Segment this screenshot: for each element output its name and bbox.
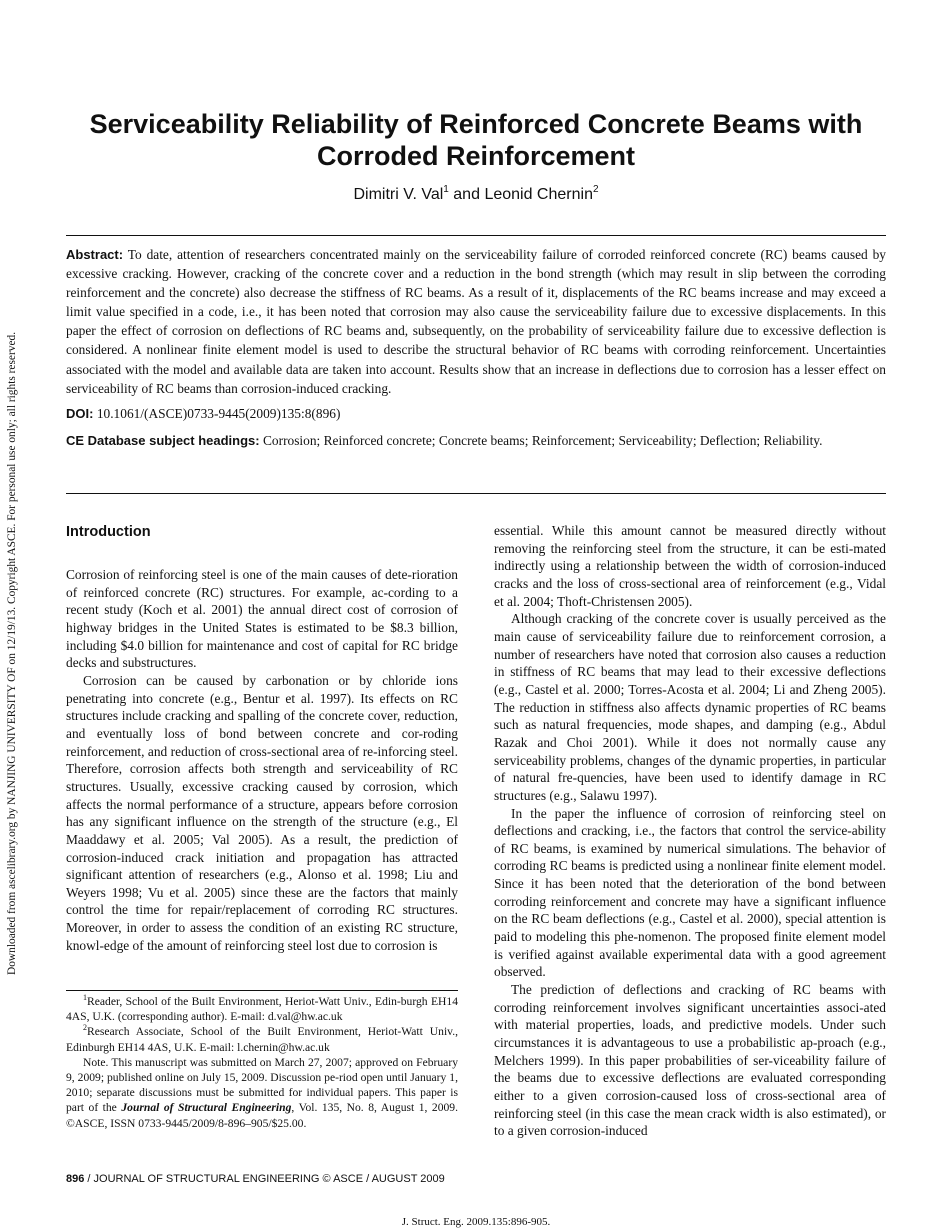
footnote-1-text: Reader, School of the Built Environment, Heriot-Watt Univ., Edin-burgh EH14 4AS, U.K. (corresponding author). E-mail: d.val@hw.ac.uk (66, 995, 458, 1024)
body-paragraph: Corrosion of reinforcing steel is one of the main causes of dete-rioration of reinforced concrete (RC) structures. For example, ac-cording to a recent study (Koch et al. 2001) the annual direct cost of corrosion of highway bridges in the United States is estimated to be $8.3 billion, including $4.0 billion for maintenance and cost of capital for RC bridge decks and substructures. (66, 567, 458, 671)
author-line (66, 184, 886, 206)
abstract-text: To date, attention of researchers concentrated mainly on the serviceability failure of corroded reinforced concrete (RC) beams caused by excessive cracking. However, cracking of the concrete cover and a reduction in the bond strength (which may result in slip between the corroding reinforcement and the concrete) also decrease the stiffness of RC beams. As a result of it, displacements of the RC beams increase and may exceed a limit value specified in a code, i.e., it has been noted that corrosion may also cause the serviceability failure due to excessive displacements. In this paper the effect of corrosion on deflections of RC beams and, subsequently, on the probability of serviceability failure due to excessive deflection is considered. A nonlinear finite element model is used to describe the structural behavior of RC beams with corroding reinforcement. Uncertainties associated with the model and available data are taken into account. Results show that an increase in deflections due to corrosion has a lesser effect on serviceability of RC beams than corrosion-induced cracking. (66, 247, 886, 396)
page-number: 896 (66, 1173, 85, 1185)
right-column (494, 522, 886, 1140)
note-pre: Note. This manuscript was submitted on March 27, 2007; approved on February 9, 2009; published online on July 15, 2009. Discussion pe-riod open until January 1, 2010; separate discussions must be submitted for individual papers. This paper is part of the (66, 1055, 458, 1115)
body-paragraph: In the paper the influence of corrosion of reinforcing steel on deflections and cracking, i.e., the factors that control the service-ability of RC beams, is examined by numerical simulations. The behavior of corroding RC beams is predicted using a nonlinear finite element model. Since it has been noted that the deterioration of the bond between corroding reinforcement and concrete may have a significant influence on the RC beam deflections (e.g., Castel et al. 2000), special attention is paid to modeling this phe-nomenon. The proposed finite element model is verified against available experimental data with a good agreement observed. (494, 805, 886, 980)
body-paragraph: Corrosion can be caused by carbonation or by chloride ions penetrating into concrete (e.g., Bentur et al. 1997). Its effects on RC structures include cracking and spalling of the concrete cover, reduction, and eventually loss of bond between concrete and cor-roding reinforcement, and reduction of cross-sectional area of re-inforcing steel. Therefore, corrosion affects both strength and serviceability of RC structures. Usually, excessive cracking caused by corrosion, which affects the normal performance of a structure, appears before corrosion has any significant influence on the strength of the structure (e.g., El Maaddawy et al. 2005; Val 2005). As a result, the prediction of corrosion-induced crack initiation and propagation has attracted significant attention of researchers (e.g., Alonso et al. 1998; Liu and Weyers 1998; Vu et al. 2005) since these are the factors that mainly control the time for repair/replacement of corroding RC structures. Moreover, in order to assess the condition of an existing RC structure, knowl-edge of the amount of reinforcing steel lost due to corrosion is (66, 672, 458, 953)
author-2: Leonid Chernin (484, 186, 593, 203)
paper-title: Serviceability Reliability of Reinforced Concrete Beams with Corroded Reinforcement (89, 109, 863, 171)
footnote-1 (66, 994, 458, 1024)
abstract-block (66, 245, 886, 450)
citation-line: J. Struct. Eng. 2009.135:896-905. (401, 1216, 551, 1228)
body-paragraph: The prediction of deflections and cracking of RC beams with corroding reinforcement involves significant uncertainties associ-ated with material properties, loads, and predictive models. Under such circumstances it is advantageous to use a probabilistic ap-proach (e.g., Melchers 1999). In this paper probabilities of ser-viceability failure of the beams due to excessive deflections are evaluated corresponding either to a given corrosion-caused loss of cross-sectional area of reinforcing steel (in this case the mean crack width is also estimated), or to a given corrosion-induced (494, 982, 886, 1139)
download-notice (2, 265, 22, 975)
author-conjunction: and (453, 186, 480, 203)
abstract-paragraph (66, 245, 886, 398)
submission-note (66, 1055, 458, 1131)
footnote-rule (66, 990, 458, 991)
subject-label: CE Database subject headings: (66, 432, 260, 448)
footnote-2-text: Research Associate, School of the Built Environment, Heriot-Watt Univ., Edinburgh EH14 4AS, U.K. E-mail: l.chernin@hw.ac.uk (66, 1025, 458, 1054)
doi-label: DOI: (66, 405, 94, 421)
subject-text: Corrosion; Reinforced concrete; Concrete beams; Reinforcement; Serviceability; Deflection; Reliability. (262, 432, 823, 448)
download-notice-text: Downloaded from ascelibrary.org by NANJING UNIVERSITY OF on 12/19/13. Copyright ASCE. For personal use only; all rights reserved. (6, 331, 18, 975)
note-post: , Vol. 135, No. 8, August 1, 2009. ©ASCE, ISSN 0733-9445/2009/8-896–905/$25.00. (66, 1101, 458, 1130)
footnote-1-mark: 1 (83, 993, 87, 1002)
body-paragraph: Although cracking of the concrete cover is usually perceived as the main cause of serviceability failure due to reinforcement corrosion, a number of researchers have noted that corrosion also causes a reduction in stiffness of RC beams that may lead to their excessive deflections (e.g., Castel et al. 2000; Torres-Acosta et al. 2004; Li and Zheng 2005). The reduction in stiffness also affects dynamic properties of RC beams such as natural frequencies, mode shapes, and damping (e.g., Abdul Razak and Choi 2001). While it does not normally cause any serviceability problems, changes of the dynamic properties, in particular of natural fre-quencies, have been used to identify damage in RC structures (e.g., Salawu 1997). (494, 611, 886, 803)
subject-headings (66, 431, 886, 450)
author-1-mark: 1 (443, 184, 449, 195)
abstract-bottom-rule (66, 493, 886, 494)
footnote-2 (66, 1024, 458, 1054)
abstract-label: Abstract: (66, 247, 124, 262)
running-footer (66, 1172, 886, 1186)
journal-footer-text: / JOURNAL OF STRUCTURAL ENGINEERING © ASCE / AUGUST 2009 (87, 1173, 445, 1185)
body-paragraph: essential. While this amount cannot be measured directly without removing the reinforcing steel from the structure, it can be esti-mated indirectly using a relationship between the width of corrosion-induced cracks and the loss of cross-sectional area of reinforcement (e.g., Vidal et al. 2004; Thoft-Christensen 2005). (494, 523, 886, 609)
footnote-2-mark: 2 (83, 1023, 87, 1033)
section-heading-introduction: Introduction (66, 524, 151, 540)
author-1: Dimitri V. Val (353, 186, 444, 203)
journal-name: Journal of Structural Engineering (121, 1101, 292, 1115)
footnotes (66, 994, 458, 1131)
left-column (66, 522, 458, 954)
doi-line (66, 404, 886, 423)
abstract-top-rule (66, 235, 886, 236)
doi-value[interactable]: 10.1061/(ASCE)0733-9445(2009)135:8(896) (96, 405, 341, 421)
author-2-mark: 2 (592, 184, 599, 195)
